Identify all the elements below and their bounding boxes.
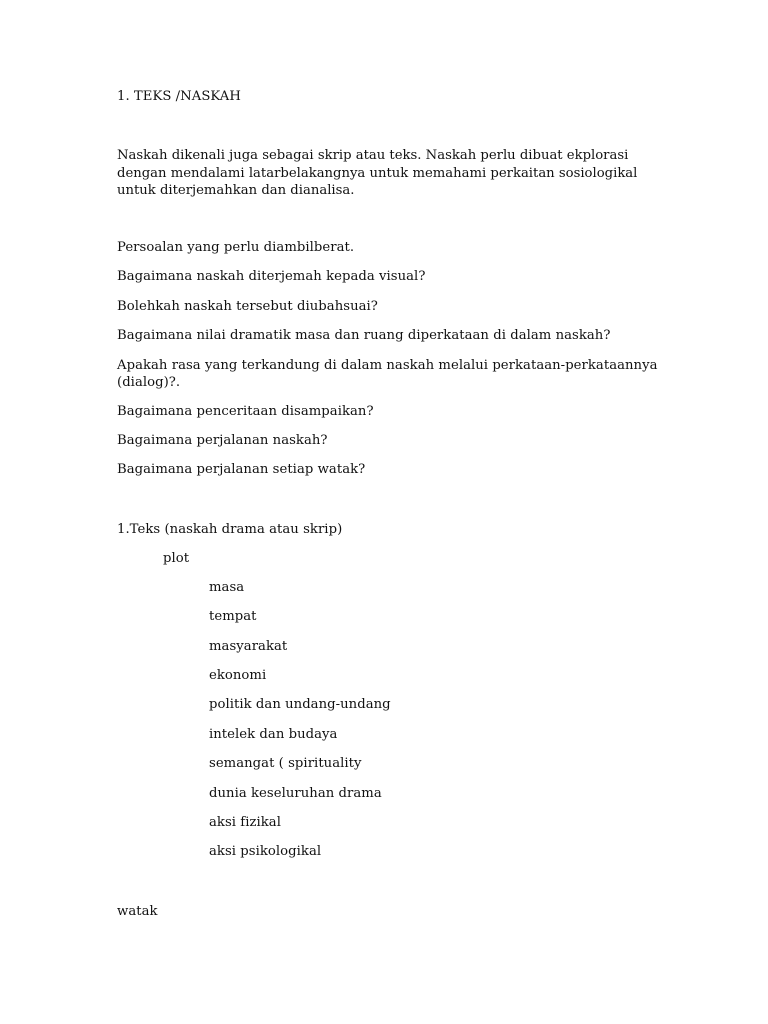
questions-intro: Persoalan yang perlu diambilberat. <box>117 240 355 255</box>
plot-item: dunia keseluruhan drama <box>209 786 382 801</box>
question-item: Apakah rasa yang terkandung di dalam naskah melalui perkataan-perkataannya <box>117 358 658 373</box>
question-item: Bagaimana naskah diterjemah kepada visual? <box>117 269 426 284</box>
question-item: Bagaimana perjalanan naskah? <box>117 433 328 448</box>
plot-item: aksi psikologikal <box>209 844 322 859</box>
watak-label: watak <box>117 904 158 919</box>
plot-item: ekonomi <box>209 668 267 683</box>
intro-line: Naskah dikenali juga sebagai skrip atau teks. Naskah perlu dibuat ekplorasi <box>117 148 629 163</box>
plot-label: plot <box>163 551 190 566</box>
plot-item: tempat <box>209 609 257 624</box>
plot-item: semangat ( spirituality <box>209 756 362 771</box>
intro-paragraph <box>117 147 657 200</box>
intro-line: dengan mendalami latarbelakangnya untuk memahami perkaitan sosiologikal <box>117 165 638 181</box>
plot-item: intelek dan budaya <box>209 727 338 742</box>
question-item-continuation: (dialog)?. <box>117 375 181 390</box>
plot-item: masyarakat <box>209 639 288 654</box>
question-item: Bagaimana perjalanan setiap watak? <box>117 462 366 477</box>
intro-line: untuk diterjemahkan dan dianalisa. <box>117 183 355 198</box>
plot-item: masa <box>209 580 245 595</box>
question-item: Bolehkah naskah tersebut diubahsuai? <box>117 299 378 314</box>
question-item: Bagaimana penceritaan disampaikan? <box>117 404 374 419</box>
question-item: Bagaimana nilai dramatik masa dan ruang diperkataan di dalam naskah? <box>117 328 611 343</box>
section-title: 1.Teks (naskah drama atau skrip) <box>117 522 343 537</box>
plot-item: aksi fizikal <box>209 815 281 830</box>
plot-item: politik dan undang-undang <box>209 697 391 712</box>
document-heading: 1. TEKS /NASKAH <box>117 89 241 104</box>
